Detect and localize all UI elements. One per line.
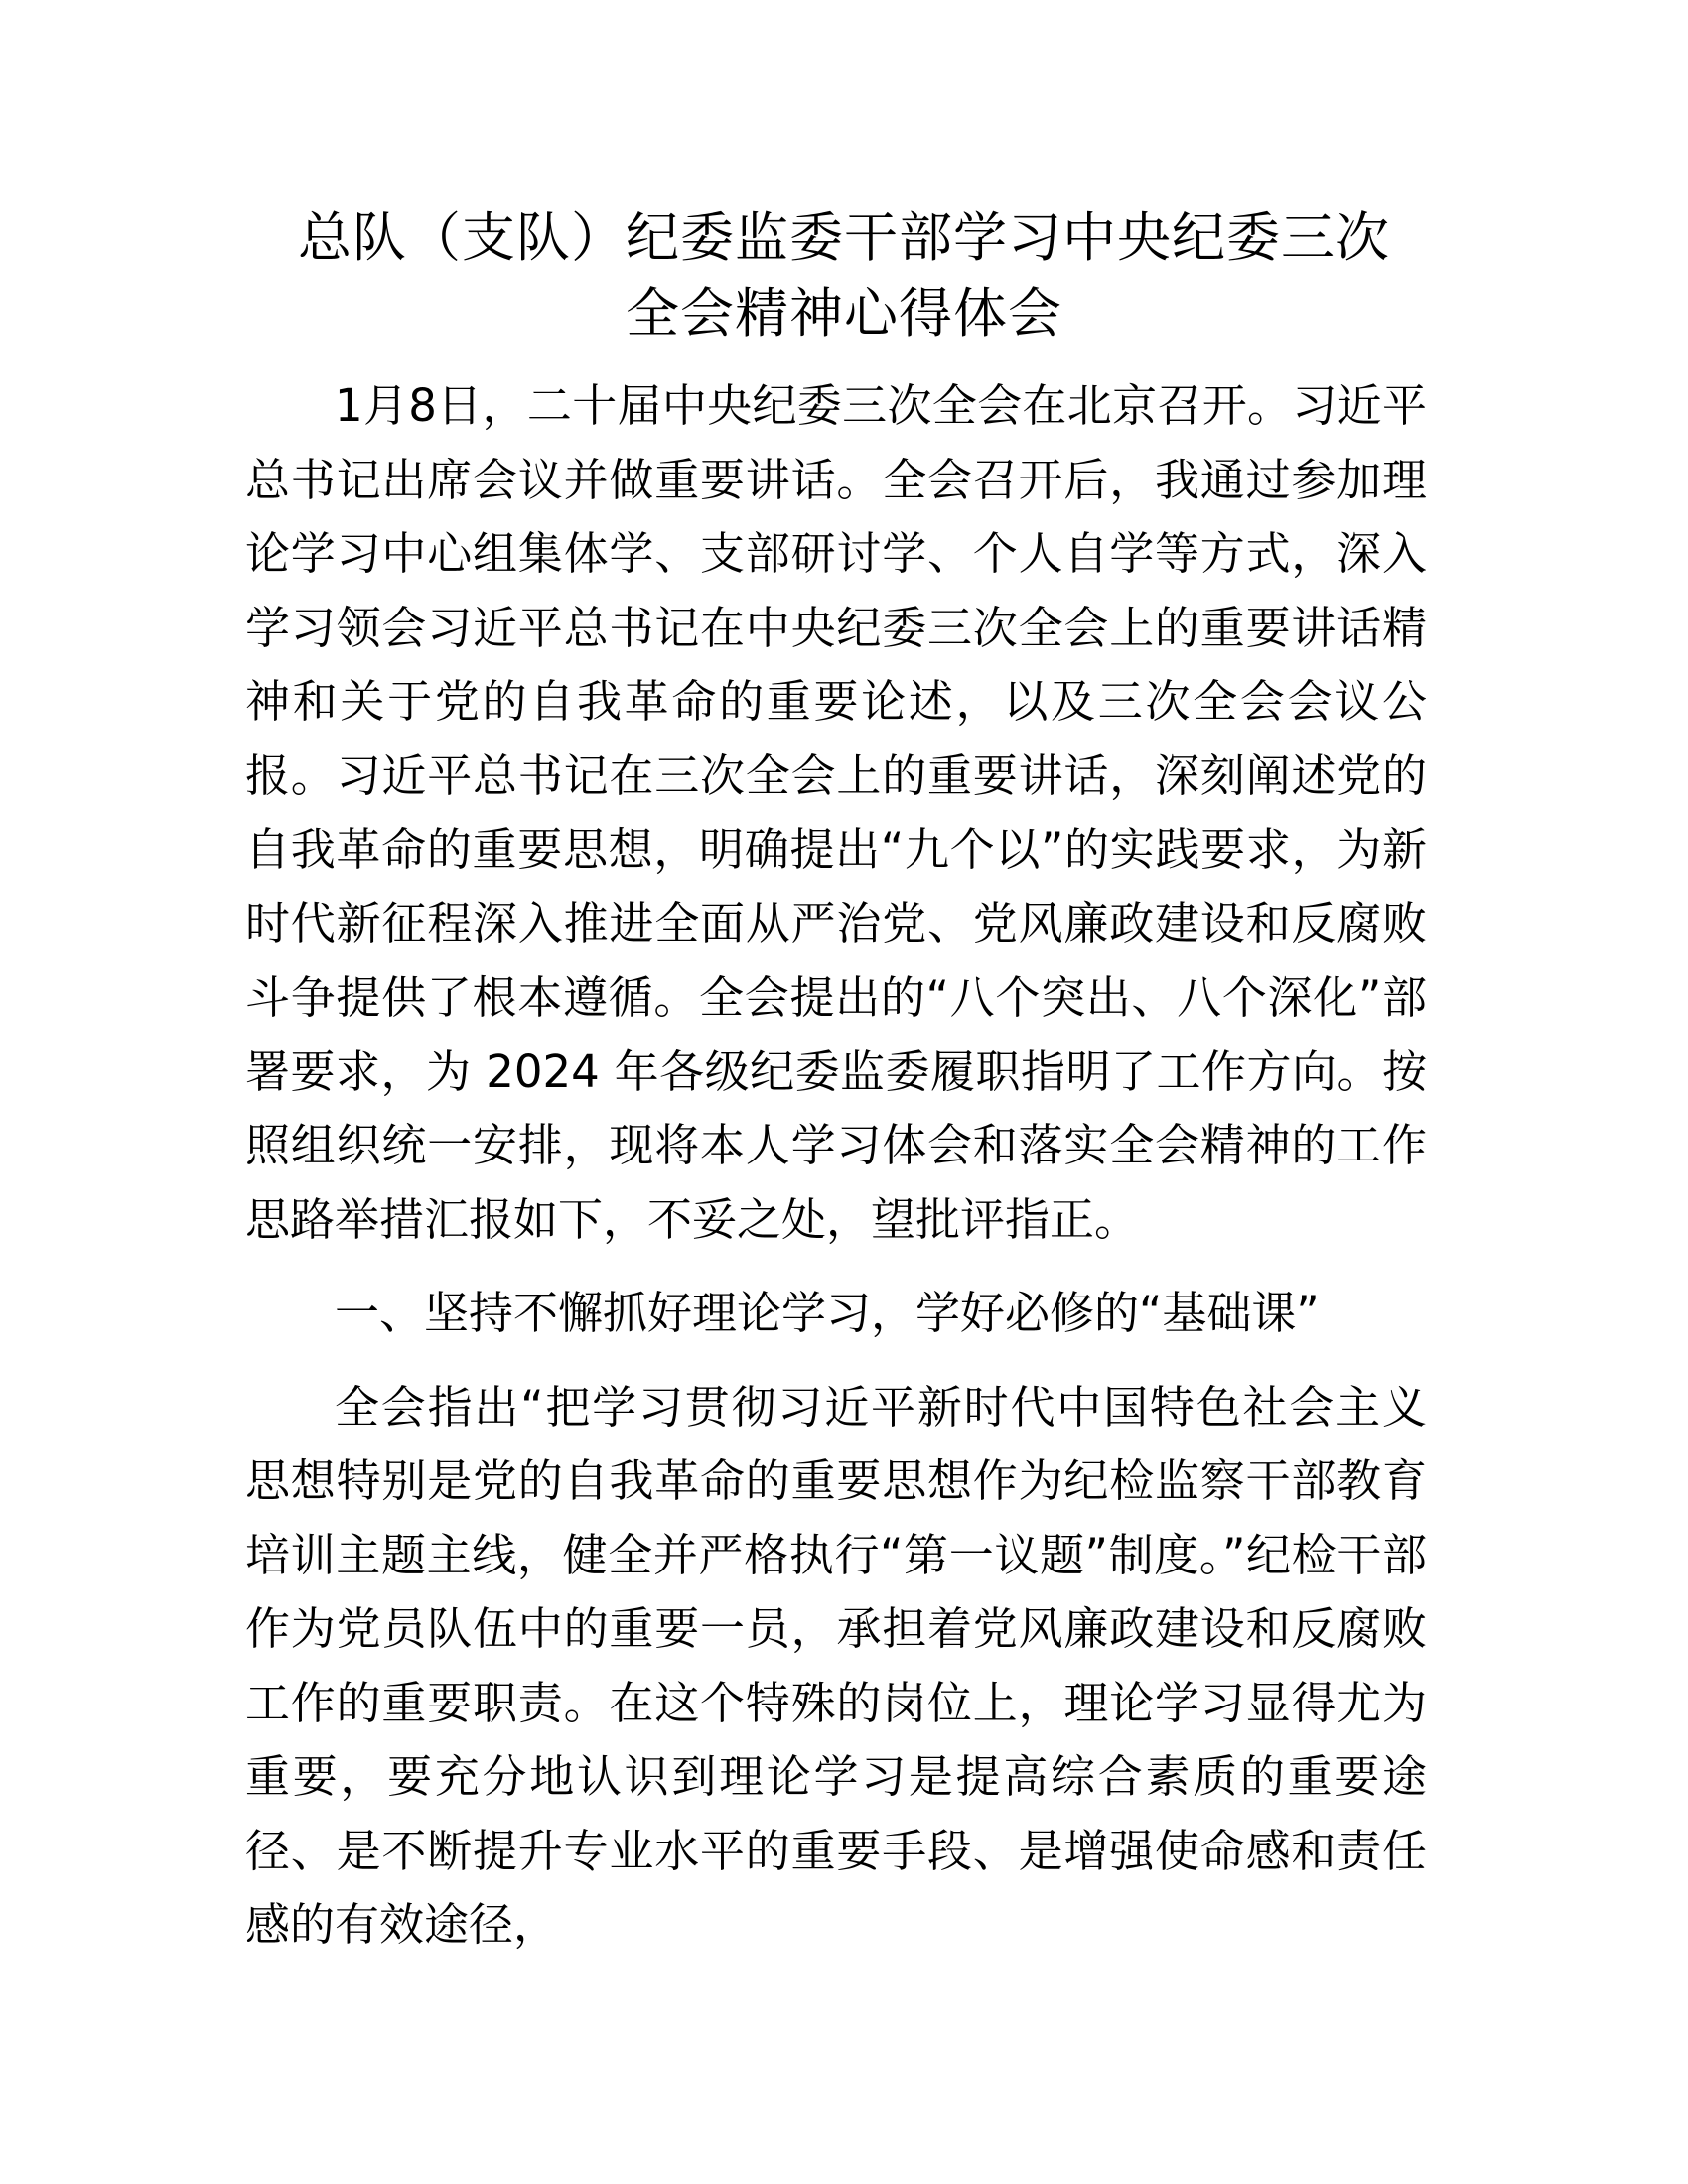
title-line-1: 总队（支队）纪委监委干部学习中央纪委三次: [298, 206, 1390, 269]
paragraph-intro: 1月8日，二十届中央纪委三次全会在北京召开。习近平总书记出席会议并做重要讲话。全会召开后，我通过参加理论学习中心组集体学、支部研讨学、个人自学等方式，深入学习领会习近平总书记在中央纪委三次全会上的重要讲话精神和关于党的自我革命的重要论述，以及三次全会会议公报。习近平总书记在三次全会上的重要讲话，深刻阐述党的自我革命的重要思想，明确提出“九个以”的实践要求，为新时代新征程深入推进全面从严治党、党风廉政建设和反腐败斗争提供了根本遵循。全会提出的“八个突出、八个深化”部署要求，为 2024 年各级纪委监委履职指明了工作方向。按照组织统一安排，现将本人学习体会和落实全会精神的工作思路举措汇报如下，不妥之处，望批评指正。: [245, 379, 1427, 1246]
document-title: [199, 201, 1489, 351]
paragraph-section-1: 全会指出“把学习贯彻习近平新时代中国特色社会主义思想特别是党的自我革命的重要思想作为纪检监察干部教育培训主题主线，健全并严格执行“第一议题”制度。”纪检干部作为党员队伍中的重要一员，承担着党风廉政建设和反腐败工作的重要职责。在这个特殊的岗位上，理论学习显得尤为重要，要充分地认识到理论学习是提高综合素质的重要途径、是不断提升专业水平的重要手段、是增强使命感和责任感的有效途径，: [245, 1380, 1427, 1951]
section-heading-1: 一、坚持不懈抓好理论学习，学好必修的“基础课”: [335, 1287, 1320, 1339]
title-line-2: 全会精神心得体会: [626, 282, 1062, 344]
document-body: [245, 369, 1427, 1963]
